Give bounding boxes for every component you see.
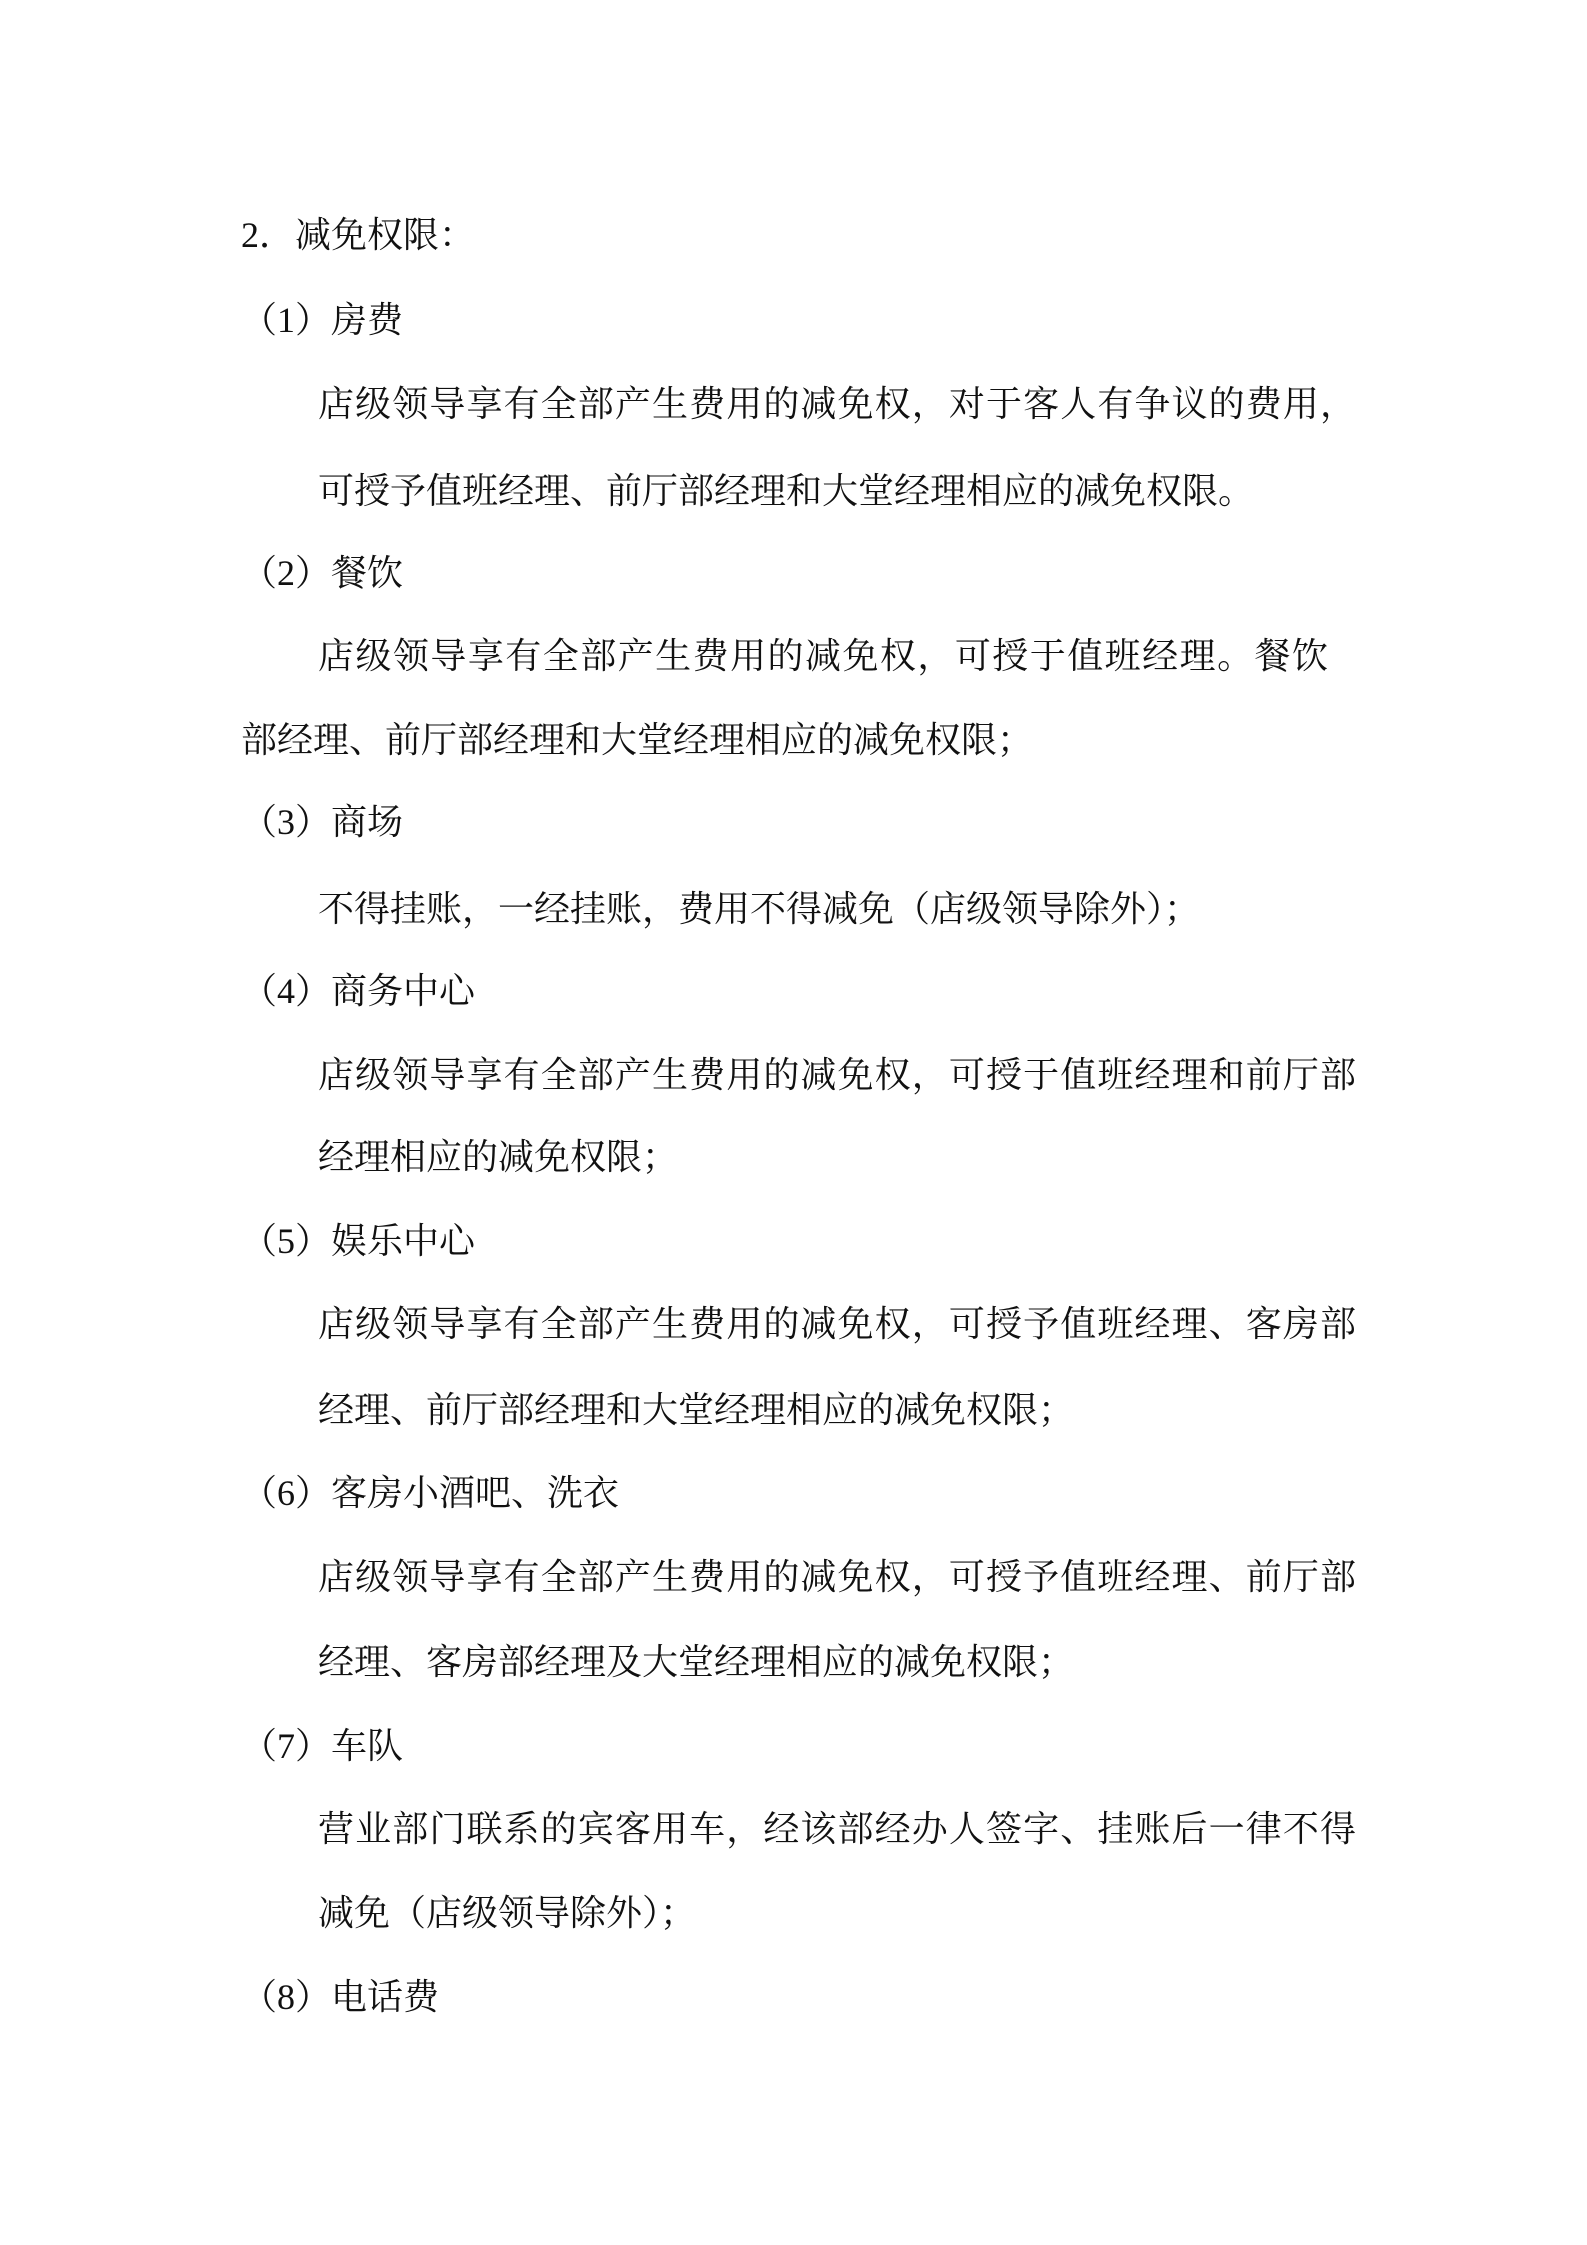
paragraph-line: 减免（店级领导除外）； [318,1893,697,1933]
paragraph-line: 营业部门联系的宾客用车，经该部经办人签字、挂账后一律不得 [318,1809,1356,1849]
item-title-entertainment-center: （5）娱乐中心 [241,1221,476,1261]
paragraph-line: 店级领导享有全部产生费用的减免权，对于客人有争议的费用， [318,384,1356,424]
paragraph-line: 店级领导享有全部产生费用的减免权，可授予值班经理、客房部 [318,1304,1356,1344]
section-heading: 2．减免权限： [241,215,476,255]
item-title-shop: （3）商场 [241,802,404,842]
paragraph-line: 经理、客房部经理及大堂经理相应的减免权限； [318,1642,1075,1682]
item-title-catering: （2）餐饮 [241,553,404,593]
paragraph-line: 可授予值班经理、前厅部经理和大堂经理相应的减免权限。 [318,471,1255,511]
item-title-minibar-laundry: （6）客房小酒吧、洗衣 [241,1473,620,1513]
paragraph-line: 经理、前厅部经理和大堂经理相应的减免权限； [318,1390,1075,1430]
paragraph-line: 不得挂账，一经挂账，费用不得减免（店级领导除外）； [318,889,1201,929]
paragraph-line: 经理相应的减免权限； [318,1137,679,1177]
item-title-fleet: （7）车队 [241,1726,404,1766]
item-title-business-center: （4）商务中心 [241,971,476,1011]
item-title-room-fee: （1）房费 [241,300,404,340]
paragraph-line: 店级领导享有全部产生费用的减免权，可授予值班经理、前厅部 [318,1557,1356,1597]
paragraph-line: 店级领导享有全部产生费用的减免权，可授于值班经理和前厅部 [318,1055,1356,1095]
paragraph-line: 店级领导享有全部产生费用的减免权，可授于值班经理。餐饮 [318,636,1328,676]
item-title-telephone-fee: （8）电话费 [241,1977,440,2017]
paragraph-line: 部经理、前厅部经理和大堂经理相应的减免权限； [241,720,1034,760]
